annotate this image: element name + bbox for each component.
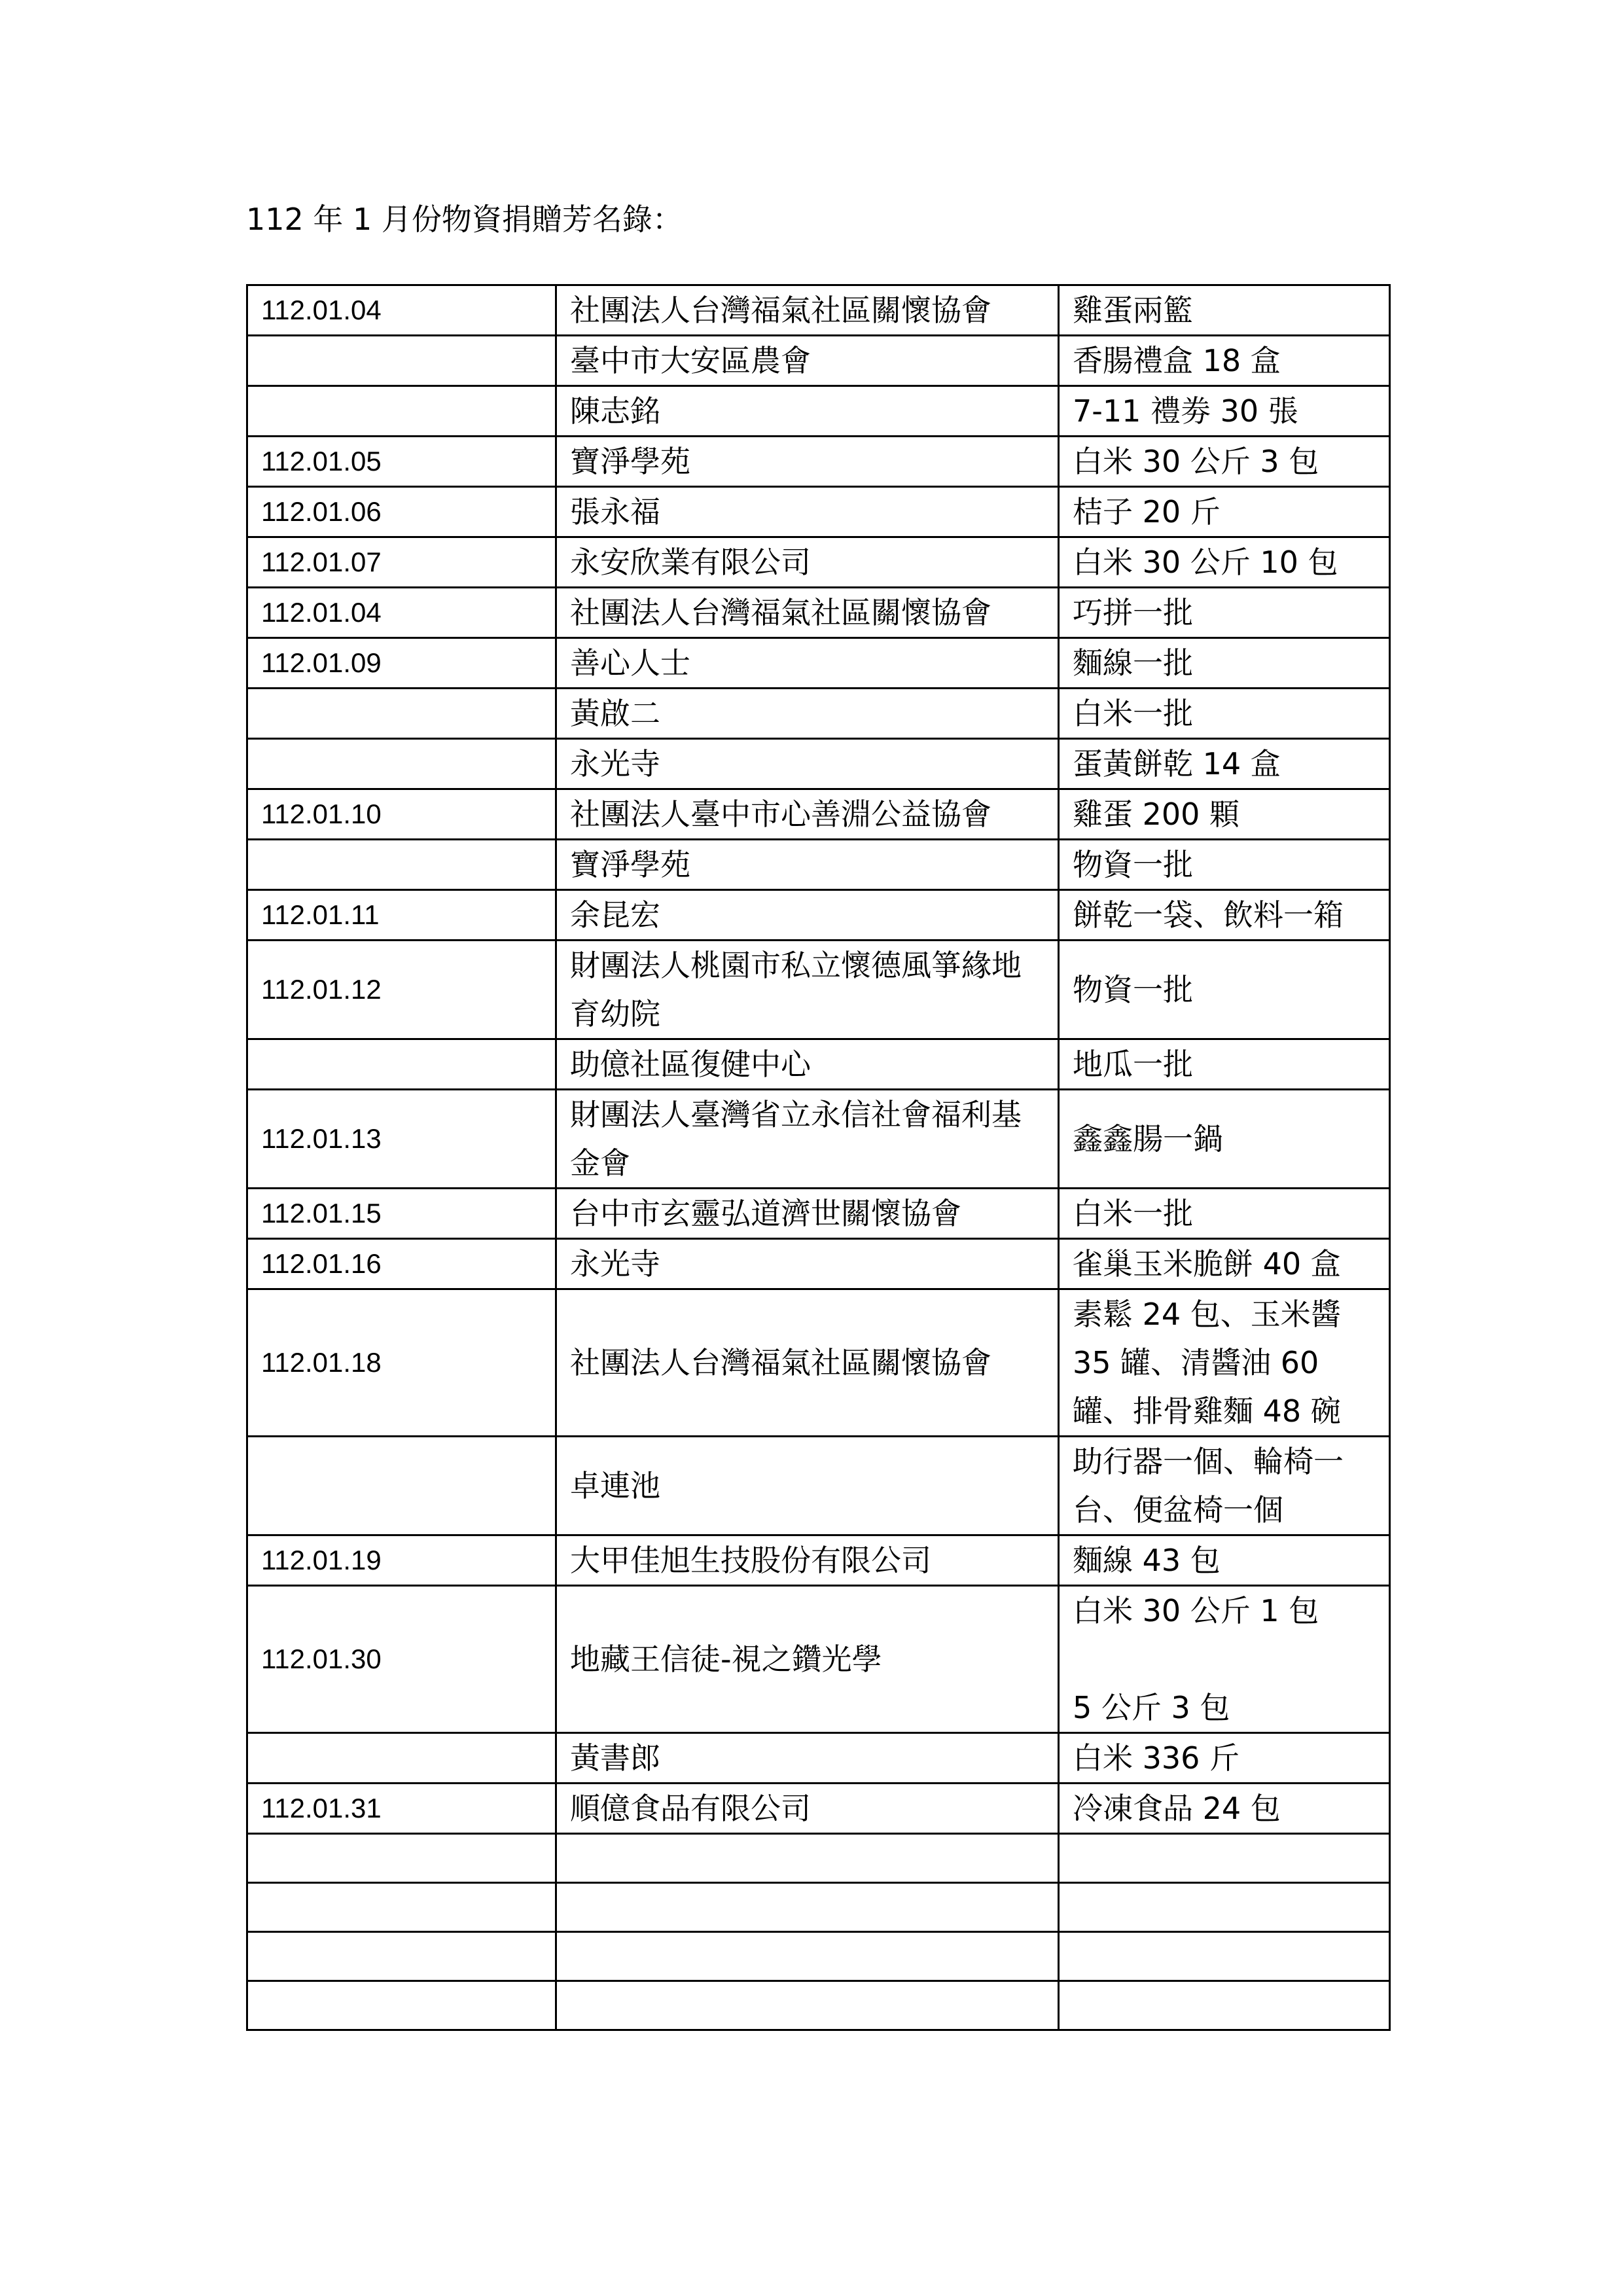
- item-line: 物資一批: [1073, 847, 1193, 882]
- table-row: [247, 941, 1390, 1039]
- item-line: 白米一批: [1073, 1196, 1193, 1231]
- date-cell: 112.01.06: [247, 487, 556, 537]
- donor-cell: 財團法人臺灣省立永信社會福利基金會: [556, 1090, 1059, 1189]
- table-row: [247, 386, 1390, 437]
- date-cell: 112.01.18: [247, 1289, 556, 1437]
- items-cell: [1059, 1090, 1390, 1189]
- date-cell: 112.01.09: [247, 638, 556, 689]
- items-cell: [1059, 588, 1390, 638]
- item-line: 雞蛋 200 顆: [1073, 797, 1240, 832]
- donor-cell: 陳志銘: [556, 386, 1059, 437]
- date-cell: [247, 840, 556, 890]
- donor-cell: 助億社區復健中心: [556, 1039, 1059, 1090]
- donor-cell: 社團法人臺中市心善淵公益協會: [556, 789, 1059, 840]
- item-line: 麵線一批: [1073, 645, 1193, 681]
- item-line: [1073, 1635, 1383, 1683]
- donor-cell: 社團法人台灣福氣社區關懷協會: [556, 1289, 1059, 1437]
- table-row: [247, 890, 1390, 941]
- table-row: [247, 1289, 1390, 1437]
- item-line: 雀巢玉米脆餅 40 盒: [1073, 1246, 1341, 1282]
- donor-cell: 永光寺: [556, 1239, 1059, 1289]
- donor-cell: 社團法人台灣福氣社區關懷協會: [556, 285, 1059, 336]
- items-cell: [1059, 1039, 1390, 1090]
- donor-cell: 大甲佳旭生技股份有限公司: [556, 1535, 1059, 1586]
- date-cell: [247, 689, 556, 739]
- donor-cell: 社團法人台灣福氣社區關懷協會: [556, 588, 1059, 638]
- donor-cell: [556, 1834, 1059, 1883]
- table-row: [247, 1733, 1390, 1784]
- item-line: 地瓜一批: [1073, 1047, 1193, 1082]
- donor-cell: 張永福: [556, 487, 1059, 537]
- item-line: 冷凍食品 24 包: [1073, 1791, 1281, 1826]
- items-cell: [1059, 1784, 1390, 1834]
- item-line: 麵線 43 包: [1073, 1543, 1221, 1578]
- item-line: 雞蛋兩籃: [1073, 293, 1193, 328]
- item-line: 5 公斤 3 包: [1073, 1690, 1230, 1725]
- table-row: [247, 285, 1390, 336]
- item-line: 白米 336 斤: [1073, 1740, 1240, 1776]
- date-cell: [247, 386, 556, 437]
- date-cell: [247, 1981, 556, 2030]
- items-cell: [1059, 537, 1390, 588]
- item-line: 香腸禮盒 18 盒: [1073, 343, 1281, 378]
- items-cell: [1059, 1834, 1390, 1883]
- date-cell: 112.01.16: [247, 1239, 556, 1289]
- date-cell: 112.01.04: [247, 588, 556, 638]
- date-cell: 112.01.12: [247, 941, 556, 1039]
- date-cell: 112.01.04: [247, 285, 556, 336]
- date-cell: [247, 1733, 556, 1784]
- table-row: [247, 1090, 1390, 1189]
- donor-cell: 余昆宏: [556, 890, 1059, 941]
- table-row: [247, 437, 1390, 487]
- item-line: 7-11 禮劵 30 張: [1073, 393, 1298, 429]
- table-row: [247, 1437, 1390, 1535]
- table-row: [247, 1586, 1390, 1733]
- table-body: [247, 285, 1390, 2030]
- donor-cell: [556, 1932, 1059, 1981]
- item-line: 巧拼一批: [1073, 595, 1193, 630]
- items-cell: [1059, 890, 1390, 941]
- item-line: 桔子 20 斤: [1073, 494, 1221, 529]
- item-line: 蛋黃餅乾 14 盒: [1073, 746, 1281, 781]
- donor-cell: 永安欣業有限公司: [556, 537, 1059, 588]
- table-row: [247, 689, 1390, 739]
- table-row: [247, 1932, 1390, 1981]
- items-cell: [1059, 437, 1390, 487]
- donor-cell: 寶淨學苑: [556, 437, 1059, 487]
- donor-cell: 永光寺: [556, 739, 1059, 789]
- table-row: [247, 1535, 1390, 1586]
- table-row: [247, 1189, 1390, 1239]
- items-cell: [1059, 1535, 1390, 1586]
- donor-cell: 善心人士: [556, 638, 1059, 689]
- item-line: 助行器一個、輪椅一台、便盆椅一個: [1073, 1444, 1344, 1528]
- donor-cell: 地藏王信徒-視之鑽光學: [556, 1586, 1059, 1733]
- date-cell: 112.01.19: [247, 1535, 556, 1586]
- items-cell: [1059, 789, 1390, 840]
- items-cell: [1059, 1586, 1390, 1733]
- date-cell: 112.01.07: [247, 537, 556, 588]
- items-cell: [1059, 1733, 1390, 1784]
- table-row: [247, 1784, 1390, 1834]
- date-cell: [247, 1437, 556, 1535]
- date-cell: 112.01.13: [247, 1090, 556, 1189]
- table-row: [247, 739, 1390, 789]
- table-row: [247, 1834, 1390, 1883]
- date-cell: [247, 1039, 556, 1090]
- donor-cell: 財團法人桃園市私立懷德風箏緣地育幼院: [556, 941, 1059, 1039]
- donor-cell: 黃書郎: [556, 1733, 1059, 1784]
- donor-cell: 台中市玄靈弘道濟世關懷協會: [556, 1189, 1059, 1239]
- items-cell: [1059, 285, 1390, 336]
- donor-cell: 寶淨學苑: [556, 840, 1059, 890]
- items-cell: [1059, 840, 1390, 890]
- item-line: 白米 30 公斤 1 包: [1073, 1593, 1319, 1628]
- items-cell: [1059, 1189, 1390, 1239]
- table-row: [247, 840, 1390, 890]
- table-row: [247, 537, 1390, 588]
- table-row: [247, 1883, 1390, 1932]
- item-line: 白米 30 公斤 3 包: [1073, 444, 1319, 479]
- items-cell: [1059, 336, 1390, 386]
- date-cell: 112.01.31: [247, 1784, 556, 1834]
- date-cell: [247, 739, 556, 789]
- donor-cell: [556, 1981, 1059, 2030]
- items-cell: [1059, 739, 1390, 789]
- items-cell: [1059, 1932, 1390, 1981]
- item-line: 物資一批: [1073, 972, 1193, 1007]
- date-cell: [247, 1883, 556, 1932]
- date-cell: 112.01.05: [247, 437, 556, 487]
- item-line: 鑫鑫腸一鍋: [1073, 1121, 1223, 1157]
- date-cell: [247, 1932, 556, 1981]
- donor-cell: 順億食品有限公司: [556, 1784, 1059, 1834]
- date-cell: [247, 336, 556, 386]
- date-cell: [247, 1834, 556, 1883]
- table-row: [247, 789, 1390, 840]
- items-cell: [1059, 1981, 1390, 2030]
- donor-cell: 臺中市大安區農會: [556, 336, 1059, 386]
- table-row: [247, 487, 1390, 537]
- items-cell: [1059, 638, 1390, 689]
- item-line: 餅乾一袋、飲料一箱: [1073, 897, 1344, 933]
- table-row: [247, 638, 1390, 689]
- table-row: [247, 588, 1390, 638]
- table-row: [247, 1039, 1390, 1090]
- date-cell: 112.01.11: [247, 890, 556, 941]
- items-cell: [1059, 941, 1390, 1039]
- table-row: [247, 1981, 1390, 2030]
- item-line: 白米 30 公斤 10 包: [1073, 545, 1338, 580]
- date-cell: 112.01.10: [247, 789, 556, 840]
- items-cell: [1059, 487, 1390, 537]
- items-cell: [1059, 386, 1390, 437]
- items-cell: [1059, 689, 1390, 739]
- item-line: 素鬆 24 包、玉米醬 35 罐、清醬油 60 罐、排骨雞麵 48 碗: [1073, 1297, 1341, 1429]
- page-title: 112 年 1 月份物資捐贈芳名錄：: [246, 202, 683, 237]
- item-line: 白米一批: [1073, 696, 1193, 731]
- donor-cell: 黃啟二: [556, 689, 1059, 739]
- donor-cell: [556, 1883, 1059, 1932]
- items-cell: [1059, 1883, 1390, 1932]
- date-cell: 112.01.30: [247, 1586, 556, 1733]
- items-cell: [1059, 1437, 1390, 1535]
- items-cell: [1059, 1289, 1390, 1437]
- items-cell: [1059, 1239, 1390, 1289]
- donor-cell: 卓連池: [556, 1437, 1059, 1535]
- table-row: [247, 336, 1390, 386]
- donation-table: [246, 284, 1391, 2031]
- table-row: [247, 1239, 1390, 1289]
- date-cell: 112.01.15: [247, 1189, 556, 1239]
